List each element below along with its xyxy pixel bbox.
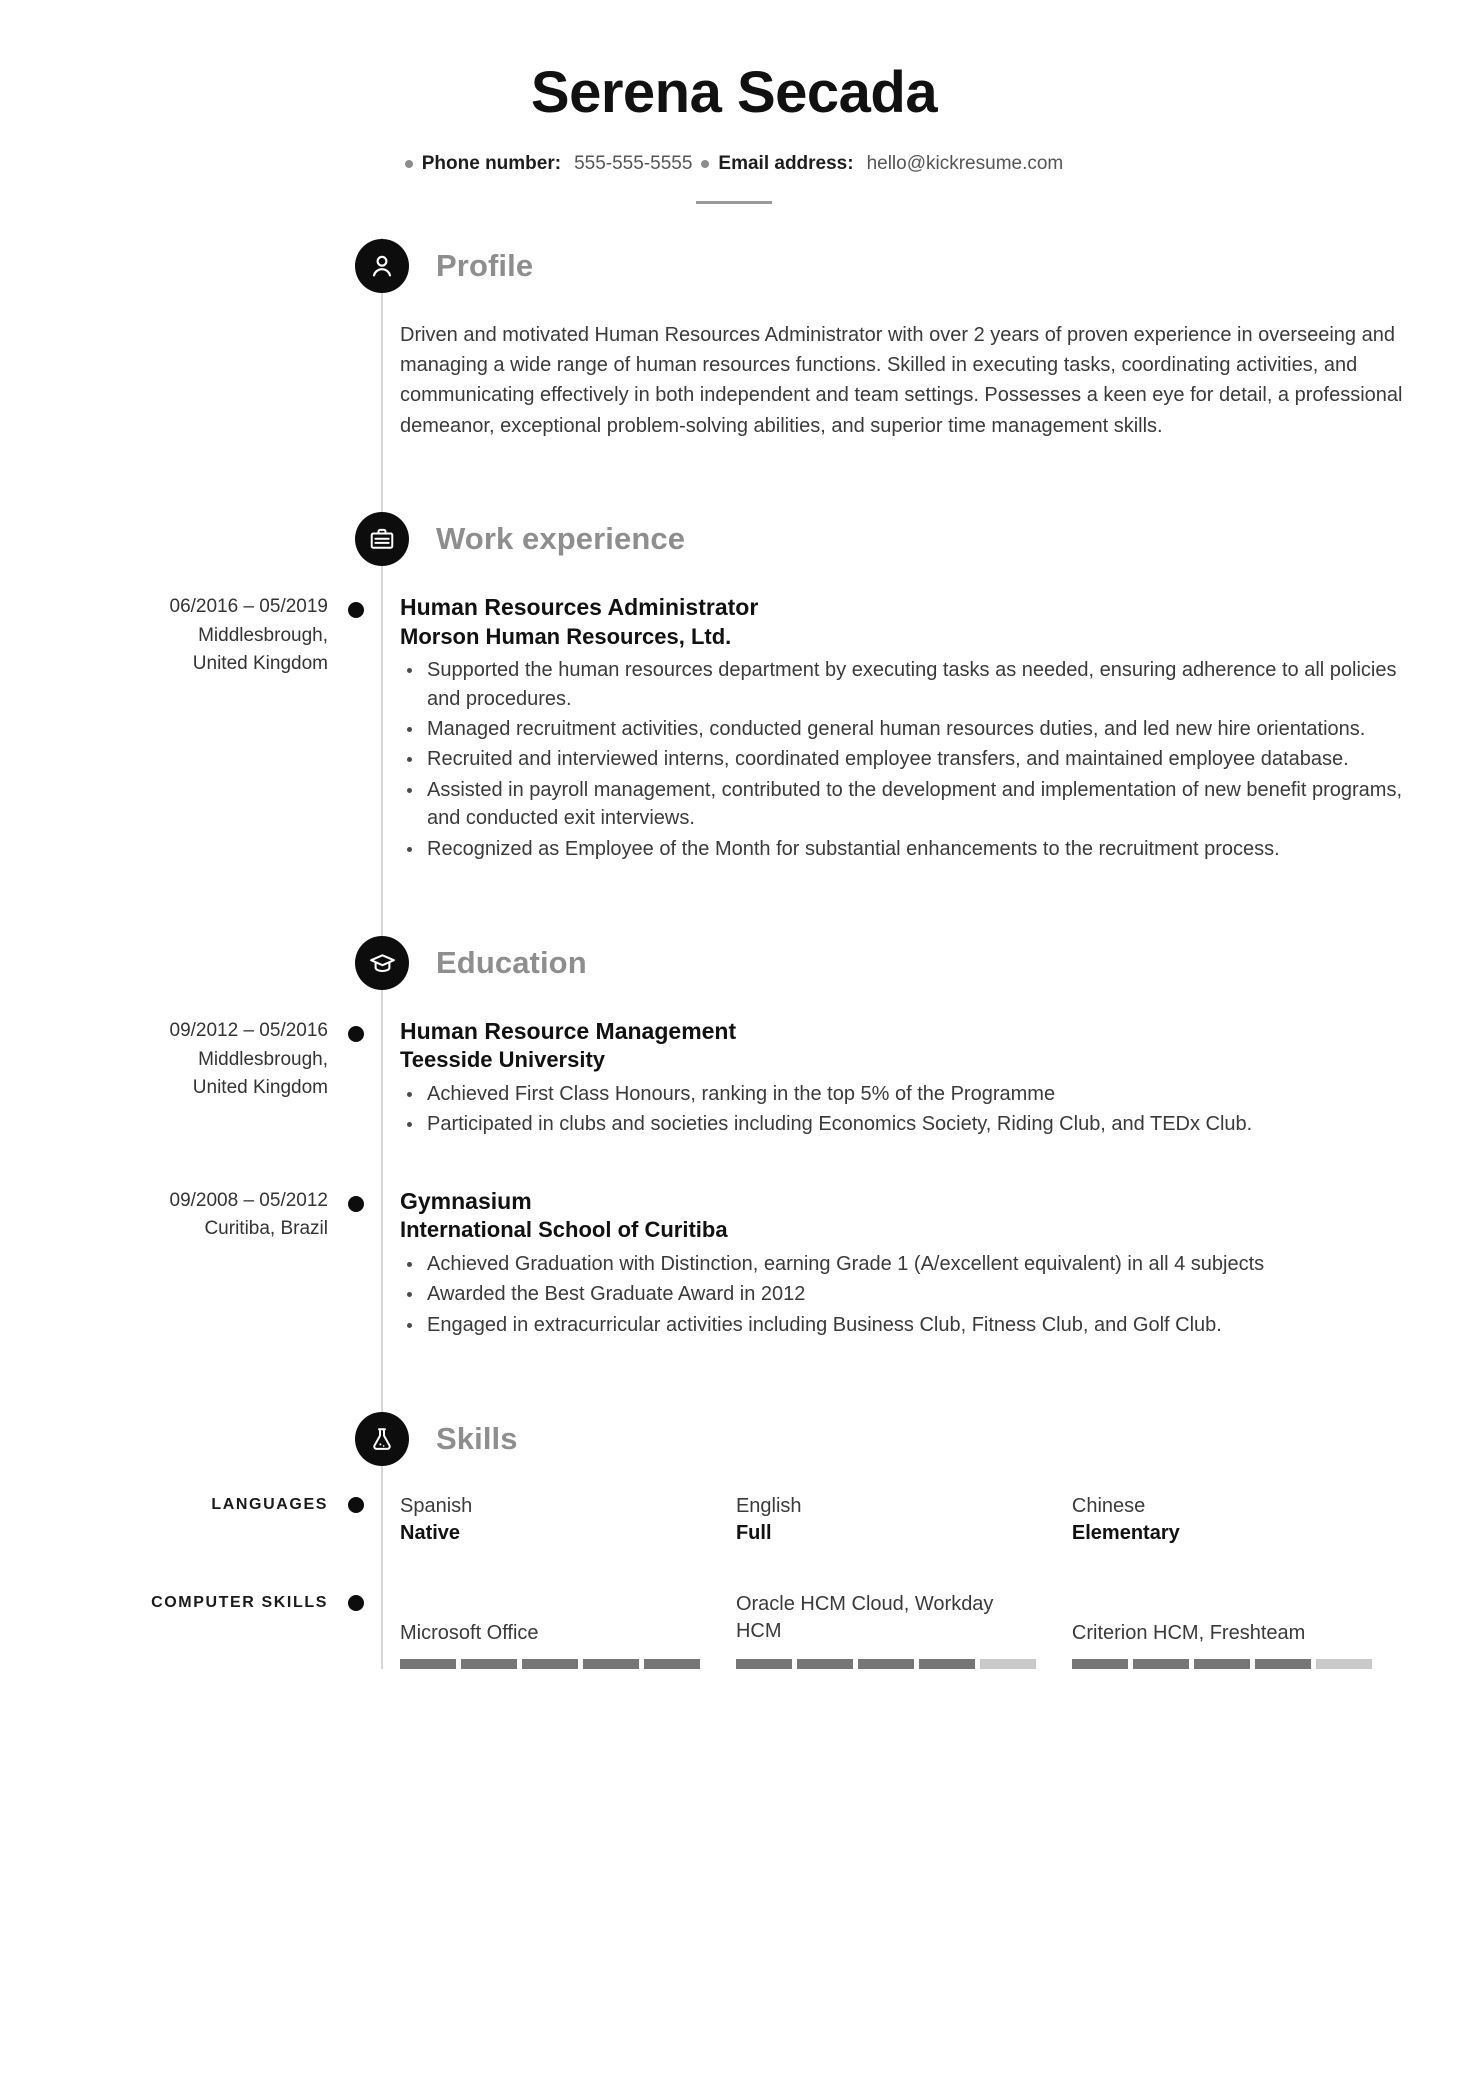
section-profile	[0, 238, 1468, 442]
language-level: Full	[735, 1522, 772, 1545]
education-entry-meta	[0, 1187, 355, 1244]
email-label: Email address:	[718, 152, 854, 174]
section-title-work: Work experience	[436, 521, 686, 557]
section-header-skills	[355, 1411, 1468, 1467]
spacer	[0, 294, 1468, 320]
spacer	[0, 1141, 1468, 1187]
rating-segment	[919, 1659, 975, 1669]
briefcase-icon	[355, 512, 409, 566]
profile-text: Driven and motivated Human Resources Administrator with over 2 years of proven experience in overseeing and managing a wide range of human resources functions. Skilled in executing tasks, coordinating activities, and communicating effectively in both independent and team settings. Possesses a keen eye for detail, a professional demeanor, exceptional problem-solving abilities, and superior time management skills.	[400, 323, 1403, 437]
computer-skill-item	[1072, 1591, 1408, 1669]
flask-icon	[355, 1412, 409, 1466]
rating-segment	[1072, 1659, 1128, 1669]
education-entry-location-line1: Middlesbrough,	[198, 1048, 328, 1070]
education-entry-meta	[0, 1017, 355, 1103]
education-entry-bullets	[400, 1080, 1408, 1139]
graduation-cap-icon	[355, 936, 409, 990]
spacer	[0, 567, 1468, 593]
spacer	[0, 441, 1468, 511]
work-entry-date: 06/2016 – 05/2019	[169, 596, 328, 618]
work-entry-body	[357, 593, 1468, 865]
section-title-profile: Profile	[436, 247, 534, 283]
rating-segment	[1194, 1659, 1250, 1669]
resume-timeline	[0, 238, 1468, 1669]
computer-skill-item	[736, 1591, 1072, 1669]
list-item: Participated in clubs and societies including Economics Society, Riding Club, and TEDx Club.	[400, 1110, 1408, 1138]
header-divider	[696, 201, 772, 204]
profile-body	[357, 320, 1468, 442]
education-entry-date: 09/2008 – 05/2012	[169, 1189, 328, 1211]
rating-segment	[1255, 1659, 1311, 1669]
language-item	[1072, 1493, 1408, 1545]
candidate-name: Serena Secada	[530, 60, 938, 125]
rating-segment	[736, 1659, 792, 1669]
section-work-experience	[0, 511, 1468, 865]
list-item: Recognized as Employee of the Month for substantial enhancements to the recruitment process.	[400, 835, 1408, 863]
computer-skill-rating	[400, 1659, 700, 1669]
spacer	[0, 1341, 1468, 1411]
list-item: Supported the human resources department by executing tasks as needed, ensuring adherence to all policies and procedures.	[400, 656, 1408, 713]
skills-group-computer	[0, 1591, 1468, 1669]
education-entry-bullets	[400, 1250, 1408, 1339]
timeline-node	[348, 1497, 364, 1513]
rating-segment	[461, 1659, 517, 1669]
rating-segment	[797, 1659, 853, 1669]
timeline-node	[348, 1595, 364, 1611]
language-name: Spanish	[400, 1495, 473, 1518]
list-item: Recruited and interviewed interns, coordinated employee transfers, and maintained employee database.	[400, 745, 1408, 773]
phone-label: Phone number:	[421, 152, 562, 174]
spacer	[0, 991, 1468, 1017]
skills-group-languages	[0, 1493, 1468, 1545]
profile-row	[0, 320, 1468, 442]
bullet-separator-icon	[405, 160, 413, 168]
language-name: English	[735, 1495, 802, 1518]
languages-grid	[400, 1493, 1408, 1545]
computer-skill-name: Oracle HCM Cloud, Workday HCM	[735, 1593, 994, 1643]
person-icon	[355, 239, 409, 293]
language-name: Chinese	[1071, 1495, 1146, 1518]
work-entry-bullets	[400, 656, 1408, 863]
spacer	[0, 1467, 1468, 1493]
language-level: Native	[400, 1522, 461, 1545]
rating-segment	[644, 1659, 700, 1669]
work-entry-title: Human Resources Administrator	[400, 594, 759, 621]
phone-value: 555-555-5555	[574, 152, 693, 174]
list-item: Awarded the Best Graduate Award in 2012	[400, 1280, 1408, 1308]
list-item: Assisted in payroll management, contributed to the development and implementation of new benefit programs, and conducted exit interviews.	[400, 776, 1408, 833]
computer-skill-rating	[1072, 1659, 1372, 1669]
contact-line	[0, 153, 1468, 175]
work-entry	[0, 593, 1468, 865]
timeline-node	[348, 1026, 364, 1042]
computer-skill-name: Microsoft Office	[400, 1622, 539, 1645]
language-item	[400, 1493, 736, 1545]
rating-segment	[1316, 1659, 1372, 1669]
rating-segment	[1133, 1659, 1189, 1669]
skills-group-label-wrap	[0, 1493, 355, 1517]
skills-group-label: LANGUAGES	[211, 1496, 328, 1514]
list-item: Achieved First Class Honours, ranking in the top 5% of the Programme	[400, 1080, 1408, 1108]
section-header-profile	[355, 238, 1468, 294]
section-title-education: Education	[436, 945, 587, 981]
rating-segment	[583, 1659, 639, 1669]
list-item: Engaged in extracurricular activities including Business Club, Fitness Club, and Golf Club.	[400, 1311, 1408, 1339]
resume-header	[0, 0, 1468, 204]
education-entry-organization: Teesside University	[400, 1047, 606, 1073]
computer-skills-body	[357, 1591, 1468, 1669]
rating-segment	[522, 1659, 578, 1669]
rating-segment	[858, 1659, 914, 1669]
list-item: Managed recruitment activities, conducted general human resources duties, and led new hire orientations.	[400, 715, 1408, 743]
computer-skill-item	[400, 1591, 736, 1669]
bullet-separator-icon	[701, 160, 709, 168]
list-item: Achieved Graduation with Distinction, earning Grade 1 (A/excellent equivalent) in all 4 subjects	[400, 1250, 1408, 1278]
skills-group-label: COMPUTER SKILLS	[151, 1594, 328, 1612]
section-header-education	[355, 935, 1468, 991]
work-entry-meta	[0, 593, 355, 679]
education-entry-program: Human Resource Management	[400, 1018, 737, 1045]
email-value: hello@kickresume.com	[866, 152, 1064, 174]
work-entry-location-line1: Middlesbrough,	[198, 624, 328, 646]
education-entry-body	[357, 1187, 1468, 1341]
work-entry-location-line2: United Kingdom	[192, 653, 328, 675]
spacer	[0, 1545, 1468, 1591]
section-education	[0, 935, 1468, 1341]
section-header-work	[355, 511, 1468, 567]
rating-segment	[400, 1659, 456, 1669]
rating-segment	[980, 1659, 1036, 1669]
language-level: Elementary	[1071, 1522, 1180, 1545]
education-entry	[0, 1017, 1468, 1141]
section-skills	[0, 1411, 1468, 1669]
education-entry-program: Gymnasium	[400, 1187, 532, 1214]
skills-group-label-wrap	[0, 1591, 355, 1615]
spacer	[0, 865, 1468, 935]
computer-skills-grid	[400, 1591, 1408, 1669]
language-item	[736, 1493, 1072, 1545]
languages-body	[357, 1493, 1468, 1545]
education-entry-location-line1: Curitiba, Brazil	[204, 1218, 328, 1240]
education-entry-location-line2: United Kingdom	[192, 1077, 328, 1099]
computer-skill-name: Criterion HCM, Freshteam	[1071, 1622, 1306, 1645]
computer-skill-rating	[736, 1659, 1036, 1669]
education-entry-body	[357, 1017, 1468, 1141]
section-title-skills: Skills	[436, 1421, 518, 1457]
work-entry-organization: Morson Human Resources, Ltd.	[400, 623, 732, 649]
education-entry-organization: International School of Curitiba	[400, 1217, 728, 1243]
timeline-node	[348, 1196, 364, 1212]
education-entry	[0, 1187, 1468, 1341]
education-entry-date: 09/2012 – 05/2016	[169, 1020, 328, 1042]
